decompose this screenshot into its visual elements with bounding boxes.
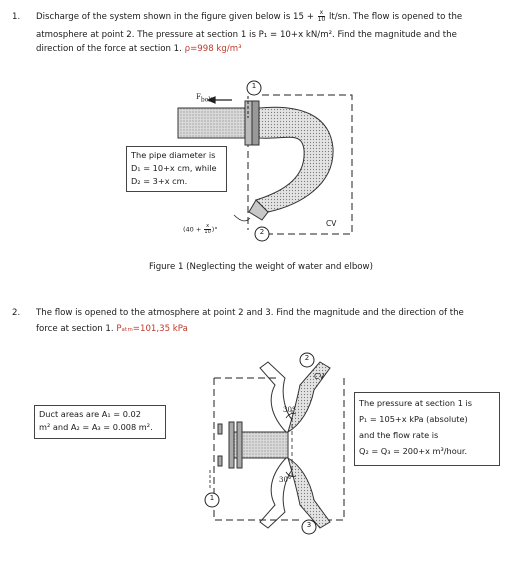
angle-label-post: )° <box>211 225 218 234</box>
figure1-point1-label: 1 <box>251 82 257 90</box>
duct-areas-line1: Duct areas are A₁ = 0.02 <box>39 409 141 419</box>
atmospheric-pressure: Pₐₜₘ=101,35 kPa <box>116 324 188 334</box>
figure2-point2-label: 2 <box>304 354 310 362</box>
duct-areas-box <box>34 405 166 439</box>
figure2-cv-label: CV <box>314 372 325 381</box>
angle-bottom-label: 30° <box>279 476 292 484</box>
problem1-line1-pre: Discharge of the system shown in the figure given below is 15 + <box>36 12 314 22</box>
problem2-line1: The flow is opened to the atmosphere at point 2 and 3. Find the magnitude and the direction of the <box>36 308 464 318</box>
problem1-line1-post: lt/sn. The flow is opened to the <box>329 12 463 22</box>
figure1-cv-label: CV <box>326 219 337 228</box>
angle-fraction-numerator: x <box>206 223 210 229</box>
angle-fraction-denominator: 10 <box>204 229 211 235</box>
problem1-line2: atmosphere at point 2. The pressure at section 1 is P₁ = 10+x kN/m². Find the magnitude and the <box>36 30 457 40</box>
duct-areas-line2: m² and A₂ = A₃ = 0.008 m². <box>39 422 153 432</box>
fraction-denominator: 10 <box>317 16 326 23</box>
figure1-caption: Figure 1 (Neglecting the weight of water and elbow) <box>149 262 373 272</box>
fraction-numerator: x <box>318 10 326 17</box>
pressure-flow-line2: P₁ = 105+x kPa (absolute) <box>359 414 468 424</box>
pipe-flanges <box>218 422 242 468</box>
pipe-diameter-line1: The pipe diameter is <box>131 150 216 160</box>
figure1-point2-label: 2 <box>259 228 265 236</box>
pressure-flow-line4: Q₂ = Q₃ = 200+x m³/hour. <box>359 446 468 456</box>
problem2-line2-pre: force at section 1. <box>36 324 117 334</box>
problem1-line3-pre: direction of the force at section 1. <box>36 44 185 54</box>
pressure-flow-box <box>354 392 500 466</box>
pressure-flow-line1: The pressure at section 1 is <box>359 398 473 408</box>
force-symbol: F <box>196 93 201 101</box>
angle-top-label: 30° <box>283 406 296 414</box>
pipe-diameter-line2: D₁ = 10+x cm, while <box>131 163 217 173</box>
force-subscript: bolt <box>200 96 213 104</box>
problem2-number: 2. <box>12 308 21 318</box>
pressure-flow-line3: and the flow rate is <box>359 430 439 440</box>
figure2-point3-label: 3 <box>306 521 312 529</box>
density-value: ρ=998 kg/m³ <box>184 44 242 54</box>
figure2-point1-label: 1 <box>209 494 215 502</box>
problem1-number: 1. <box>12 12 21 22</box>
angle-label-pre: (40 + <box>183 225 202 234</box>
pipe-diameter-line3: D₂ = 3+x cm. <box>131 176 188 186</box>
